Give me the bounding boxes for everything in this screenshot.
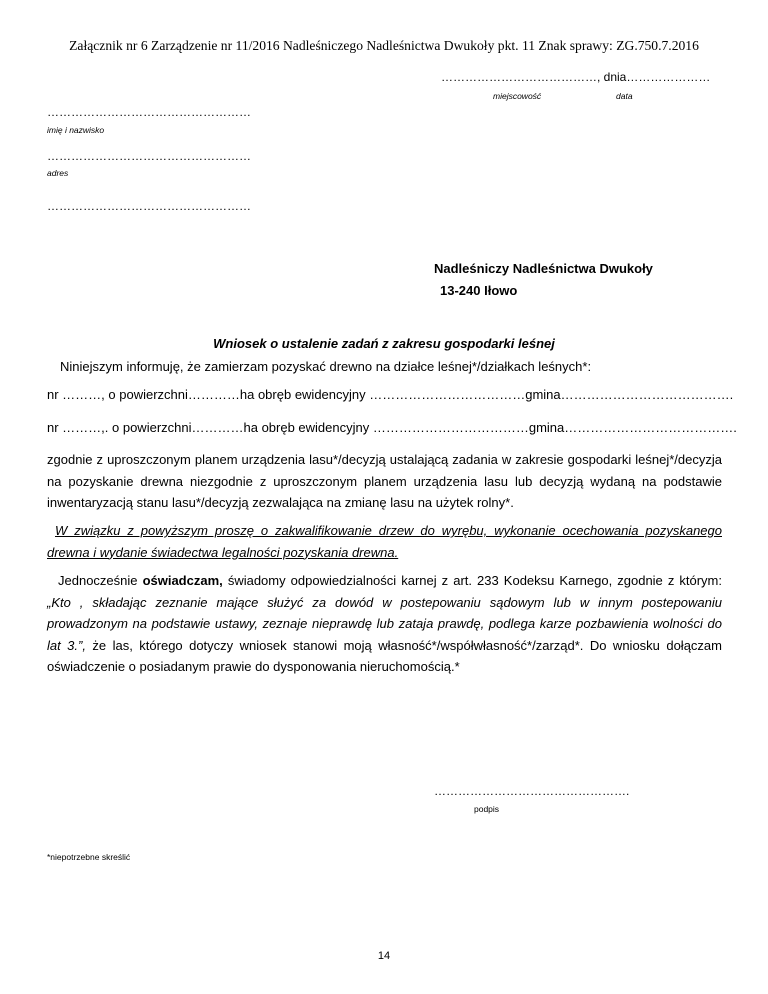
name-label: imię i nazwisko [47,125,105,135]
plan-paragraph: zgodnie z uproszczonym planem urządzenia lasu*/decyzją ustalającą zadania w zakresie gospodarki leśnej*/decyzja na pozyskanie drewna niezgodnie z uproszczonym planem urządzenia lasu lub decyzją wydaną na podstawie inwentaryzacją stanu lasu*/decyzją zezwalająca na zmianę lasu na użytek rolny*. [47,452,722,510]
request-paragraph: W związku z powyższym proszę o zakwalifikowanie drzew do wyrębu, wykonanie ocechowania pozyskanego drewna i wydanie świadectwa legalności pozyskania drewna. [47,523,722,560]
signature-line: …………………………………………. [434,784,630,798]
footnote: *niepotrzebne skreślić [47,852,131,862]
declaration-mid: świadomy odpowiedzialności karnej z art. 233 Kodeksu Karnego, zgodnie z którym: [222,573,722,588]
intro-text: Niniejszym informuję, że zamierzam pozyskać drewno na działce leśnej*/działkach leśnych*: [60,359,592,374]
address-line-2: …………………………………………… [47,199,251,213]
declaration-quote: „Kto , składając zeznanie mające służyć za dowód w postepowaniu sądowym lub w innym postepowaniu prowadzonym na podstawie ustawy, zeznaje nieprawdę lub zataja prawdę, podlega karze pozbawienia wolności do lat 3.”, [47,594,722,653]
declaration-start: Jednocześnie [58,573,143,588]
date-label: data [616,91,633,101]
parcel-line-2: nr ………,. o powierzchni…………ha obręb ewidencyjny ………………………………gmina…………………………………. [47,420,737,435]
address-line-1: …………………………………………… [47,149,251,163]
place-date-line: …………………………………, dnia………………… [441,70,711,84]
recipient-line-1: Nadleśniczy Nadleśnictwa Dwukoły [434,261,653,276]
declaration-bold: oświadczam, [142,573,223,588]
page-number: 14 [377,950,391,962]
place-label: miejscowość [493,91,542,101]
document-title: Wniosek o ustalenie zadań z zakresu gospodarki leśnej [213,336,555,351]
declaration-paragraph [47,570,722,678]
address-label: adres [47,168,69,178]
declaration-end: że las, którego dotyczy wniosek stanowi moją własność*/współwłasność*/zarząd*. Do wniosku dołączam oświadczenie o posiadanym prawie do dysponowania nieruchomością.* [47,637,722,674]
name-line: …………………………………………… [47,105,251,119]
parcel-line-1: nr ………, o powierzchni…………ha obręb ewidencyjny ………………………………gmina…………………………………. [47,387,734,402]
recipient-line-2: 13-240 Iłowo [440,283,518,298]
signature-label: podpis [474,804,500,814]
document-header: Załącznik nr 6 Zarządzenie nr 11/2016 Nadleśniczego Nadleśnictwa Dwukoły pkt. 11 Znak sprawy: ZG.750.7.2016 [69,38,699,53]
